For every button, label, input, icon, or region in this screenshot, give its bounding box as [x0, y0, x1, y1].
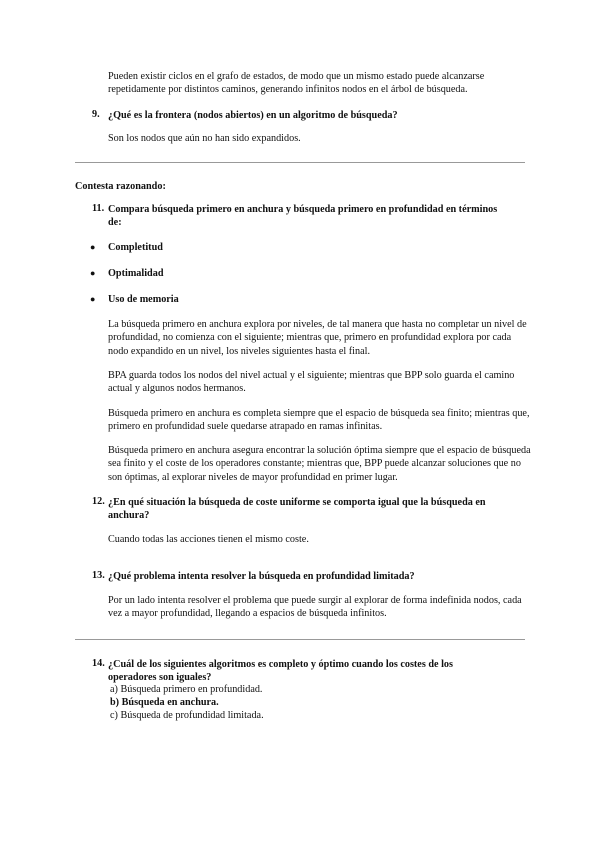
option-b-correct: b) Búsqueda en anchura.	[110, 697, 219, 708]
bullet-icon: ●	[90, 268, 96, 278]
question-11: Compara búsqueda primero en anchura y búsqueda primero en profundidad en términos de:	[108, 204, 498, 229]
option-c: c) Búsqueda de profundidad limitada.	[110, 710, 264, 721]
bullet-icon: ●	[90, 294, 96, 304]
answer-13: Por un lado intenta resolver el problema que puede surgir al explorar de forma indefinida nodos, cada vez a mayor profundidad, llegando a espacios de búsqueda infinitos.	[108, 595, 522, 620]
answer-11-paragraph-3: Búsqueda primero en anchura es completa siempre que el espacio de búsqueda sea finito; mientras que, primero en profundidad suele quedarse atrapado en ramas infinitas.	[108, 408, 530, 433]
answer-11-paragraph-1: La búsqueda primero en anchura explora por niveles, de tal manera que hasta no completar un nivel de profundidad, no comienza con el siguiente; mientras que, primero en profundidad explora por cada nodo expandido en un nivel, los niveles siguientes hasta el final.	[108, 319, 527, 357]
question-9: ¿Qué es la frontera (nodos abiertos) en un algoritmo de búsqueda?	[108, 110, 398, 121]
bullet-icon: ●	[90, 242, 96, 252]
section-heading: Contesta razonando:	[75, 181, 166, 192]
option-a: a) Búsqueda primero en profundidad.	[110, 684, 263, 695]
bullet-item-optimalidad: Optimalidad	[108, 268, 164, 279]
question-number-14: 14.	[92, 658, 105, 669]
question-number-12: 12.	[92, 496, 105, 507]
question-number-9: 9.	[92, 109, 100, 120]
question-12: ¿En qué situación la búsqueda de coste uniforme se comporta igual que la búsqueda en anchura?	[108, 497, 486, 522]
answer-11-paragraph-4: Búsqueda primero en anchura asegura encontrar la solución óptima siempre que el espacio de búsqueda sea finito y el coste de los operadores constante; mientras que, BPP puede alcanzar soluciones que no son óptimas, al explorar niveles de mayor profundidad en primer lugar.	[108, 445, 531, 483]
bullet-item-completitud: Completitud	[108, 242, 163, 253]
divider	[75, 639, 525, 640]
question-13: ¿Qué problema intenta resolver la búsqueda en profundidad limitada?	[108, 571, 415, 582]
question-number-13: 13.	[92, 570, 105, 581]
question-number-11: 11.	[92, 203, 105, 214]
answer-9: Son los nodos que aún no han sido expandidos.	[108, 133, 301, 144]
divider	[75, 162, 525, 163]
intro-paragraph: Pueden existir ciclos en el grafo de estados, de modo que un mismo estado puede alcanzarse repetidamente por distintos caminos, generando infinitos nodos en el árbol de búsqueda.	[108, 71, 485, 96]
answer-12: Cuando todas las acciones tienen el mismo coste.	[108, 534, 309, 545]
question-14: ¿Cuál de los siguientes algoritmos es completo y óptimo cuando los costes de los operadores son iguales?	[108, 659, 453, 684]
answer-11-paragraph-2: BPA guarda todos los nodos del nivel actual y el siguiente; mientras que BPP solo guarda el camino actual y algunos nodos hermanos.	[108, 370, 515, 395]
bullet-item-memoria: Uso de memoria	[108, 294, 179, 305]
